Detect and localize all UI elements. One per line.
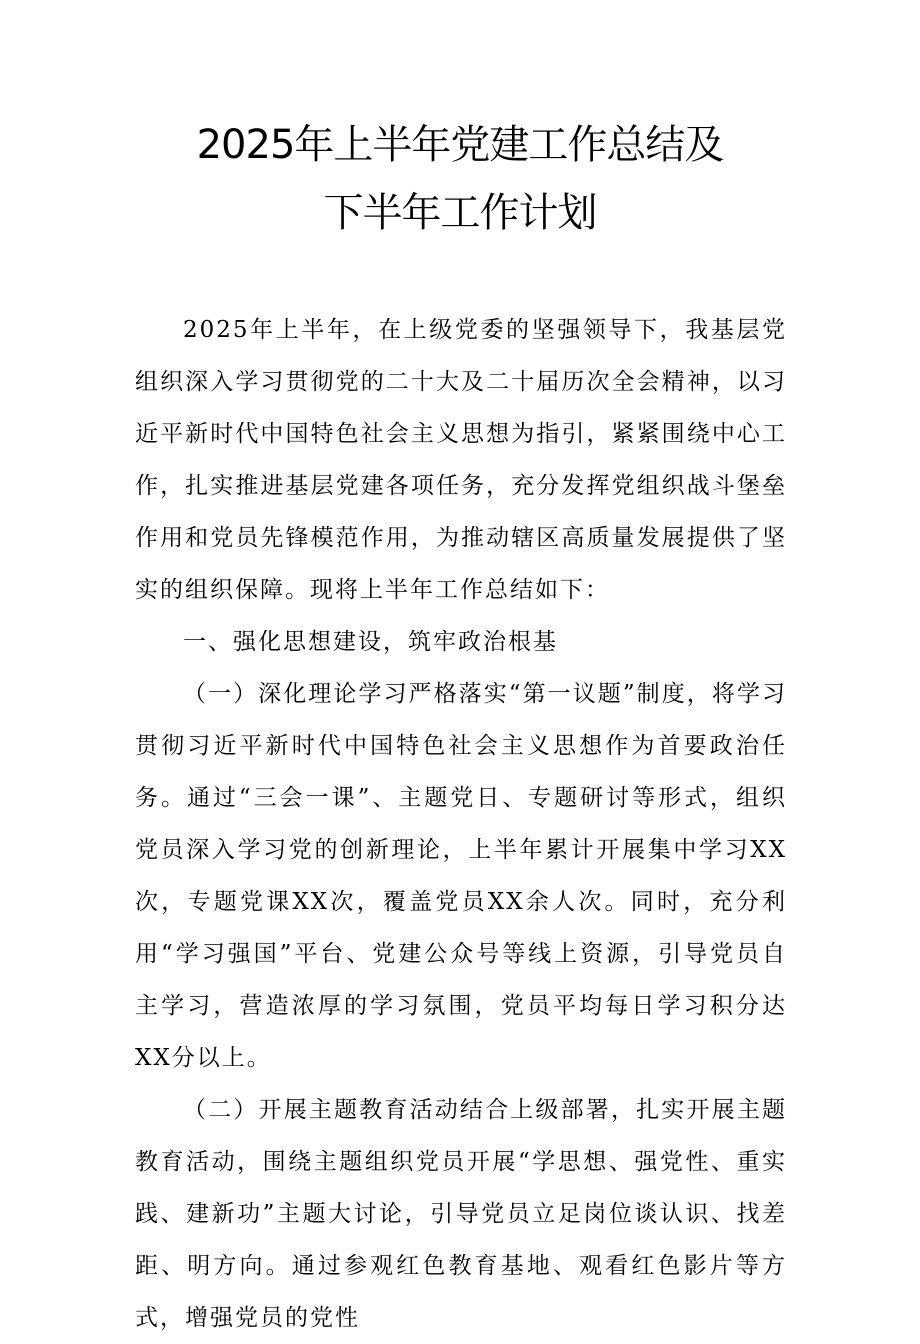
subsection-paragraph-2: （二）开展主题教育活动结合上级部署，扎实开展主题教育活动，围绕主题组织党员开展“学思想、强党性、重实践、建新功”主题大讨论，引导党员立足岗位谈认识、找差距、明方向。通过参观红色教育基地、观看红色影片等方式，增强党员的党性 [135, 1097, 787, 1331]
document-title-line-1: 2025年上半年党建工作总结及 [196, 122, 724, 168]
section-heading-1: 一、强化思想建设，筑牢政治根基 [183, 629, 558, 655]
document-body [135, 304, 787, 1344]
intro-paragraph: 2025年上半年，在上级党委的坚强领导下，我基层党组织深入学习贯彻党的二十大及二十届历次全会精神，以习近平新时代中国特色社会主义思想为指引，紧紧围绕中心工作，扎实推进基层党建各项任务，充分发挥党组织战斗堡垒作用和党员先锋模范作用，为推动辖区高质量发展提供了坚实的组织保障。现将上半年工作总结如下： [135, 317, 787, 603]
document-title-line-2: 下半年工作计划 [323, 190, 597, 236]
subsection-paragraph-1: （一）深化理论学习严格落实“第一议题”制度，将学习贯彻习近平新时代中国特色社会主义思想作为首要政治任务。通过“三会一课”、主题党日、专题研讨等形式，组织党员深入学习党的创新理论，上半年累计开展集中学习XX次，专题党课XX次，覆盖党员XX余人次。同时，充分利用“学习强国”平台、党建公众号等线上资源，引导党员自主学习，营造浓厚的学习氛围，党员平均每日学习积分达XX分以上。 [135, 681, 787, 1071]
